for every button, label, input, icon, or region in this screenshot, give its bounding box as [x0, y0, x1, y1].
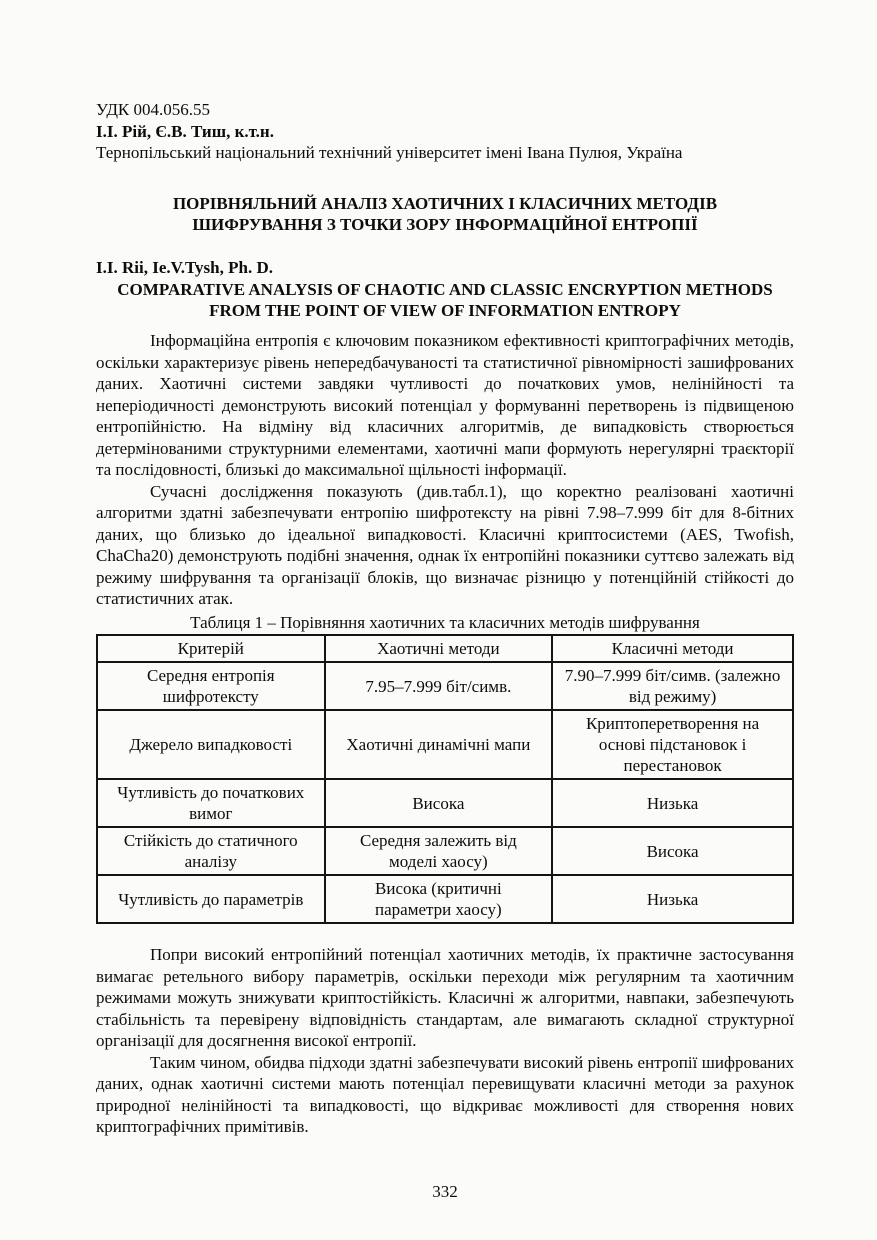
udc-code: УДК 004.056.55: [96, 100, 211, 119]
cell-criterion: Чутливість до параметрів: [97, 875, 325, 923]
header-classic-methods: Класичні методи: [552, 635, 793, 662]
table-row: [97, 827, 793, 875]
table-row: [97, 779, 793, 827]
cell-criterion: Чутливість до початкових вимог: [97, 779, 325, 827]
document-page: [96, 99, 794, 1202]
authors-english: I.I. Rii, Ie.V.Tysh, Ph. D.: [96, 258, 273, 278]
table-row: [97, 875, 793, 923]
table-caption: Таблиця 1 – Порівняння хаотичних та класичних методів шифрування: [190, 612, 700, 632]
table-header-row: [97, 635, 793, 662]
paragraph-research: Сучасні дослідження показують (див.табл.1), що коректно реалізовані хаотичні алгоритми здатні забезпечувати ентропію шифротексту на рівні 7.98–7.999 біт для 8-бітних даних, що близько до ідеальної випадковості. Класичні криптосистеми (AES, Twofish, ChaCha20) демонструють подібні значення, однак їх ентропійні показники суттєво залежать від режиму шифрування та організації блоків, що визначає різницю у потенційній стійкості до статистичних атак.: [96, 481, 794, 609]
paragraph-intro: Інформаційна ентропія є ключовим показником ефективності криптографічних методів, оскільки характеризує рівень непередбачуваності та статистичної рівномірності зашифрованих даних. Хаотичні системи завдяки чутливості до початкових умов, нелінійності та неперіодичності демонструють високий потенціал у формуванні перетворень із підвищеною ентропійністю. На відміну від класичних алгоритмів, де випадковість створюється детермінованими структурними елементами, хаотичні мапи формують нерегулярні траєкторії та послідовності, близькі до максимальної щільності інформації.: [96, 331, 794, 480]
comparison-table: [96, 634, 794, 924]
paragraph-conclusion: Таким чином, обидва підходи здатні забезпечувати високий рівень ентропії шифрованих даних, однак хаотичні системи мають потенціал перевищувати класичні методи за рахунок природної нелінійності та випадковості, що відкриває можливості для створення нових криптографічних примітивів.: [96, 1052, 794, 1137]
cell-classic: Висока: [552, 827, 793, 875]
table-row: [97, 662, 793, 710]
cell-chaotic: Висока: [325, 779, 553, 827]
cell-criterion: Стійкість до статичного аналізу: [97, 827, 325, 875]
cell-classic: Низька: [552, 875, 793, 923]
cell-chaotic: Висока (критичні параметри хаосу): [325, 875, 553, 923]
header-criterion: Критерій: [97, 635, 325, 662]
header-chaotic-methods: Хаотичні методи: [325, 635, 553, 662]
title-english: COMPARATIVE ANALYSIS OF CHAOTIC AND CLASSIC ENCRYPTION METHODS FROM THE POINT OF VIEW OF INFORMATION ENTROPY: [117, 279, 773, 321]
cell-criterion: Середня ентропія шифротексту: [97, 662, 325, 710]
affiliation: Тернопільський національний технічний університет імені Івана Пулюя, Україна: [96, 143, 683, 162]
cell-classic: 7.90–7.999 біт/симв. (залежно від режиму): [552, 662, 793, 710]
cell-chaotic: Хаотичні динамічні мапи: [325, 710, 553, 779]
cell-criterion: Джерело випадковості: [97, 710, 325, 779]
table-row: [97, 710, 793, 779]
page-number: 332: [432, 1181, 458, 1201]
paragraph-discussion: Попри високий ентропійний потенціал хаотичних методів, їх практичне застосування вимагає ретельного вибору параметрів, оскільки переходи між регулярним та хаотичним режимами можуть знижувати криптостійкість. Класичні ж алгоритми, навпаки, забезпечують стабільність та перевірену відповідність стандартам, але вимагають складної структурної організації для досягнення високої ентропії.: [96, 945, 794, 1051]
cell-chaotic: Середня залежить від моделі хаосу): [325, 827, 553, 875]
title-ukrainian: ПОРІВНЯЛЬНИЙ АНАЛІЗ ХАОТИЧНИХ І КЛАСИЧНИХ МЕТОДІВ ШИФРУВАННЯ З ТОЧКИ ЗОРУ ІНФОРМАЦІЙНОЇ ЕНТРОПІЇ: [172, 193, 718, 235]
cell-classic: Криптоперетворення на основі підстановок і перестановок: [552, 710, 793, 779]
cell-classic: Низька: [552, 779, 793, 827]
authors-ukrainian: І.І. Рій, Є.В. Тиш, к.т.н.: [96, 121, 274, 141]
cell-chaotic: 7.95–7.999 біт/симв.: [325, 662, 553, 710]
